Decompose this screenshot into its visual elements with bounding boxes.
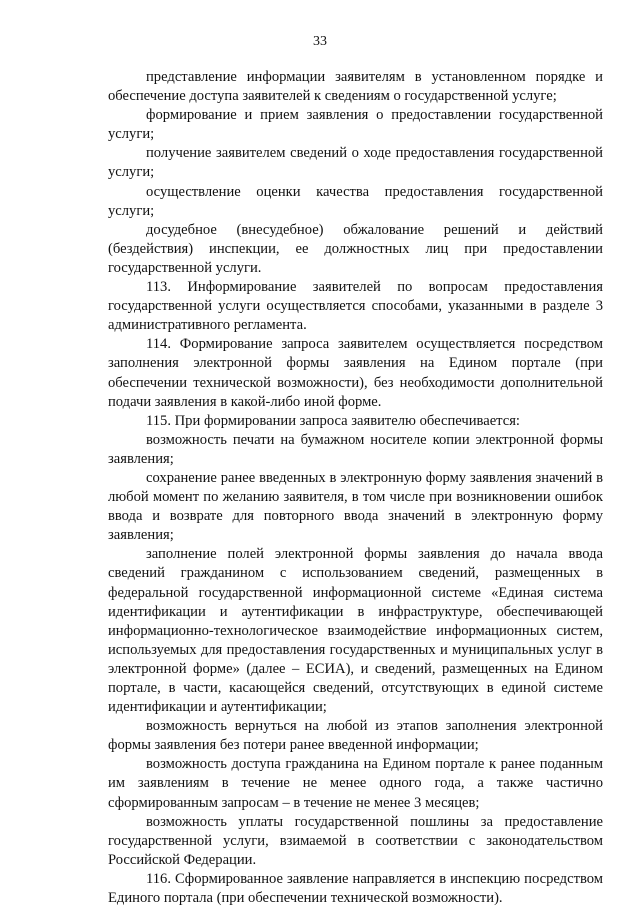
paragraph: сохранение ранее введенных в электронную форму заявления значений в любой момент по желанию заявителя, в том числе при возникновении ошибок ввода и возврате для повторного ввода значений в электронную форму заявления;	[108, 469, 603, 544]
body-text	[108, 68, 603, 908]
page-number: 33	[313, 34, 327, 49]
paragraph: осуществление оценки качества предоставления государственной услуги;	[108, 183, 603, 219]
paragraph: представление информации заявителям в установленном порядке и обеспечение доступа заявителей к сведениям о государственной услуге;	[108, 69, 603, 105]
paragraph: возможность уплаты государственной пошлины за предоставление государственной услуги, взимаемой в соответствии с законодательством Российской Федерации.	[108, 813, 603, 868]
paragraph: формирование и прием заявления о предоставлении государственной услуги;	[108, 107, 603, 143]
paragraph: возможность печати на бумажном носителе копии электронной формы заявления;	[108, 431, 603, 467]
paragraph-115: 115. При формировании запроса заявителю обеспечивается:	[146, 412, 520, 429]
paragraph-116: 116. Сформированное заявление направляется в инспекцию посредством Единого портала (при обеспечении технической возможности).	[108, 870, 603, 907]
paragraph-114: 114. Формирование запроса заявителем осуществляется посредством заполнения электронной формы заявления на Едином портале (при обеспечении технической возможности), без необходимости дополнительной подачи заявления в какой-либо иной форме.	[108, 336, 603, 410]
paragraph: получение заявителем сведений о ходе предоставления государственной услуги;	[108, 145, 603, 181]
paragraph: возможность доступа гражданина на Едином портале к ранее поданным им заявлениям в течение не менее одного года, а также частично сформированным запросам – в течение не менее 3 месяцев;	[108, 756, 603, 811]
paragraph: досудебное (внесудебное) обжалование решений и действий (бездействия) инспекции, ее должностных лиц при предоставлении государственной услуги.	[108, 221, 603, 276]
paragraph: возможность вернуться на любой из этапов заполнения электронной формы заявления без потери ранее введенной информации;	[108, 718, 603, 754]
paragraph: заполнение полей электронной формы заявления до начала ввода сведений гражданином с использованием сведений, размещенных в федеральной государственной информационной системе «Единая система идентификации и аутентификации в инфраструктуре, обеспечивающей информационно-технологическое взаимодействие информационных систем, используемых для предоставления государственных и муниципальных услуг в электронной форме» (далее – ЕСИА), и сведений, размещенных на Едином портале, в части, касающейся сведений, отсутствующих в единой системе идентификации и аутентификации;	[108, 546, 603, 716]
paragraph-113: 113. Информирование заявителей по вопросам предоставления государственной услуги осуществляется способами, указанными в разделе 3 административного регламента.	[108, 279, 603, 334]
